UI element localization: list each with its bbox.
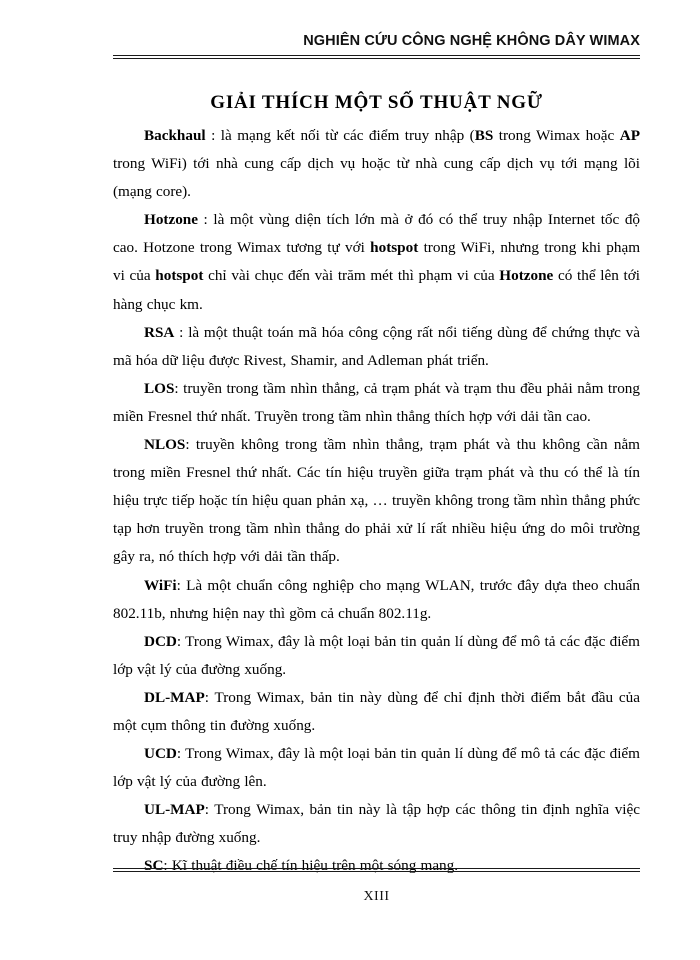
glossary-emphasis: hotspot bbox=[155, 267, 204, 285]
glossary-text: Là một chuẩn công nghiệp cho mạng WLAN, trước đây dựa theo chuẩn 802.11b, nhưng hiện nay thì gồm cả chuẩn 802.11g. bbox=[113, 576, 640, 622]
glossary-separator: : bbox=[198, 211, 214, 229]
running-header-title: NGHIÊN CỨU CÔNG NGHỆ KHÔNG DÂY WIMAX bbox=[303, 33, 640, 49]
glossary-term: Hotzone bbox=[144, 211, 198, 229]
glossary-entry bbox=[113, 740, 640, 796]
glossary-emphasis: AP bbox=[619, 127, 640, 144]
glossary-text: Trong Wimax, bản tin này dùng để chỉ định thời điểm bắt đầu của một cụm thông tin đường xuống. bbox=[113, 688, 640, 734]
glossary-separator: : bbox=[176, 576, 187, 594]
glossary-separator: : bbox=[204, 801, 215, 819]
glossary-entry bbox=[113, 122, 640, 206]
glossary-text: truyền trong tầm nhìn thẳng, cả trạm phát và trạm thu đều phải nằm trong miền Fresnel thứ nhất. Truyền trong tầm nhìn thẳng thích hợp với dải tần cao. bbox=[113, 379, 640, 425]
glossary-term: WiFi bbox=[144, 576, 177, 594]
glossary-text: Trong Wimax, đây là một loại bản tin quản lí dùng để mô tả các đặc điểm lớp vật lý của đường xuống. bbox=[113, 632, 640, 678]
glossary-text: Kĩ thuật điều chế tín hiệu trên một sóng mang. bbox=[171, 857, 459, 875]
glossary-separator: : bbox=[174, 379, 184, 397]
glossary-entry bbox=[113, 206, 640, 318]
glossary-text: Trong Wimax, bản tin này là tập hợp các thông tin định nghĩa việc truy nhập đường xuống. bbox=[113, 801, 640, 847]
glossary-entry bbox=[113, 572, 640, 628]
glossary-term: UCD bbox=[144, 745, 177, 763]
page-number: XIII bbox=[363, 889, 390, 904]
glossary-term: LOS bbox=[144, 379, 175, 397]
glossary-term: SC bbox=[144, 857, 164, 875]
footer-double-rule bbox=[113, 868, 640, 872]
glossary-entry bbox=[113, 796, 640, 852]
glossary-entry bbox=[113, 684, 640, 740]
glossary-separator: : bbox=[185, 436, 196, 454]
glossary-entry bbox=[113, 628, 640, 684]
glossary-separator: : bbox=[204, 688, 215, 706]
glossary-text: Trong Wimax, đây là một loại bản tin quản lí dùng để mô tả các đặc điểm lớp vật lý của đường lên. bbox=[113, 745, 640, 791]
glossary-entry bbox=[113, 319, 640, 375]
glossary-term: DL-MAP bbox=[144, 688, 205, 706]
glossary-emphasis: hotspot bbox=[370, 239, 419, 257]
glossary-text: là một thuật toán mã hóa công cộng rất nổi tiếng dùng để chứng thực và mã hóa dữ liệu được Rivest, Shamir, and Adleman phát triển. bbox=[113, 323, 640, 369]
header-double-rule bbox=[113, 55, 640, 59]
page-footer bbox=[113, 868, 640, 905]
glossary-text: có thể lên tới hàng chục km. bbox=[113, 267, 640, 313]
glossary-term: NLOS bbox=[144, 436, 186, 454]
page-title: GIẢI THÍCH MỘT SỐ THUẬT NGỮ bbox=[210, 91, 543, 113]
glossary-entry bbox=[113, 431, 640, 571]
glossary-text: trong Wimax hoặc bbox=[493, 127, 620, 144]
glossary-text: trong WiFi, nhưng trong khi phạm vi của bbox=[113, 239, 641, 285]
glossary-separator: : bbox=[163, 857, 172, 875]
glossary-separator: : bbox=[176, 632, 186, 650]
glossary-text: truyền không trong tầm nhìn thẳng, trạm phát và thu không cần nằm trong miền Fresnel thứ nhất. Các tín hiệu truyền giữa trạm phát và thu có thể là tín hiệu trực tiếp hoặc tín hiệu quan phản xạ, … truyền không trong tầm nhìn thẳng phức tạp hơn truyền trong tầm nhìn thẳng do phải xử lí rất nhiều hiệu ứng do môi trường gây ra, nó thích hợp với dải tần thấp. bbox=[113, 436, 640, 566]
glossary-text: là mạng kết nối từ các điểm truy nhập ( bbox=[220, 127, 475, 144]
glossary-body bbox=[113, 122, 640, 881]
glossary-emphasis: BS bbox=[474, 127, 494, 144]
glossary-text: trong WiFi) tới nhà cung cấp dịch vụ hoặc từ nhà cung cấp dịch vụ tới mạng lõi (mạng core). bbox=[113, 155, 640, 201]
glossary-separator: : bbox=[176, 745, 186, 763]
glossary-emphasis: Hotzone bbox=[499, 267, 554, 285]
glossary-separator: : bbox=[205, 127, 221, 144]
glossary-term: Backhaul bbox=[144, 127, 206, 144]
glossary-term: RSA bbox=[144, 323, 175, 341]
page-header bbox=[113, 34, 640, 59]
glossary-entry bbox=[113, 375, 640, 431]
glossary-text: chỉ vài chục đến vài trăm mét thì phạm vi của bbox=[203, 267, 500, 285]
glossary-term: UL-MAP bbox=[144, 801, 205, 819]
glossary-text: là một vùng diện tích lớn mà ở đó có thể truy nhập Internet tốc độ cao. Hotzone trong Wimax tương tự với bbox=[113, 211, 641, 257]
glossary-separator: : bbox=[174, 323, 189, 341]
glossary-term: DCD bbox=[144, 632, 177, 650]
